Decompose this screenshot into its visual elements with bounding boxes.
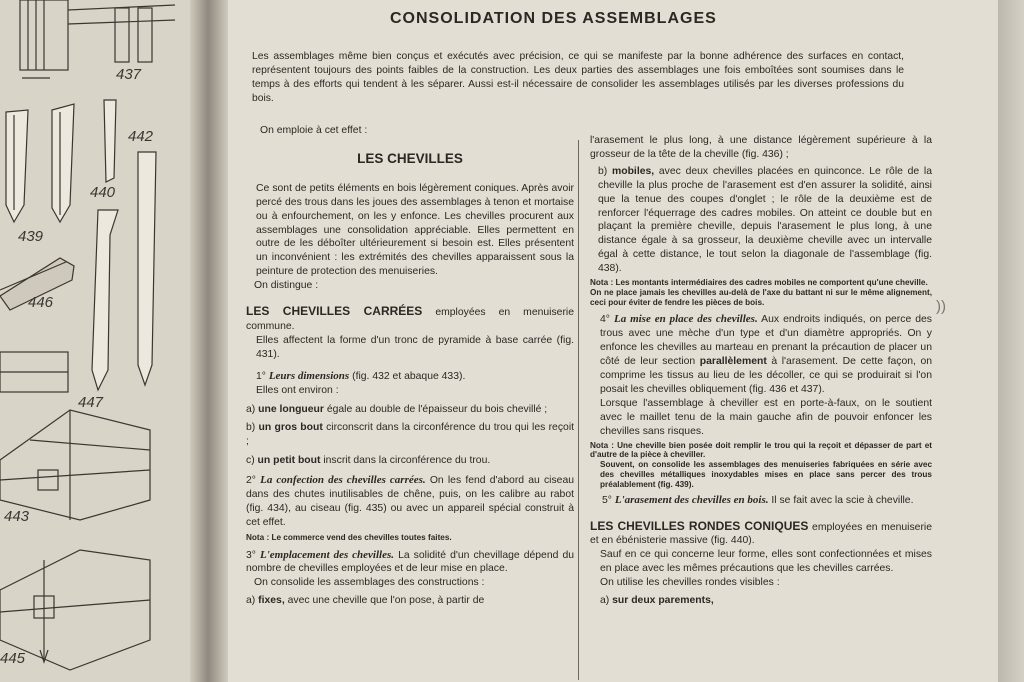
emplacement-paragraph <box>246 549 574 577</box>
fig-label-446: 446 <box>28 294 54 311</box>
book-gutter <box>190 0 230 682</box>
nota-serie: Souvent, on consolide les assemblages des menuiseries fabriquées en série avec des chevilles métalliques inoxydables mises en place sans percer des trous préalablement (fig. 439). <box>600 460 932 489</box>
deux-pre: a) <box>600 595 610 607</box>
sauf-paragraph: Sauf en ce qui concerne leur forme, elles sont confectionnées et mises en place avec les mêmes précautions que les chevilles carrées. <box>600 549 932 575</box>
aras-title: L'arasement des chevilles en bois. <box>614 493 769 506</box>
fig-label-439: 439 <box>18 228 44 245</box>
item-deux-parements <box>590 594 932 608</box>
rondes-paragraph <box>590 520 932 549</box>
mise-paragraph <box>590 313 932 396</box>
carrees-shape: Elles affectent la forme d'un tronc de pyramide à base carrée (fig. 431). <box>256 334 574 360</box>
nota-alignement: On ne place jamais les chevilles au-delà de l'axe du battant ni sur le même alignement, ceci pour éviter de fendre les pièces de bois. <box>590 287 932 307</box>
page-title: CONSOLIDATION DES ASSEMBLAGES <box>390 10 717 27</box>
distingue-text: On distingue : <box>254 280 319 292</box>
item-a <box>246 403 574 417</box>
item-c-bold: un petit bout <box>257 455 321 467</box>
chevilles-paragraph: Ce sont de petits éléments en bois légèrement coniques. Après avoir percé des trous dans les joues des assemblages à tenon et mortaise ou à enfourchement, on les y enfonce. Les chevilles procurent aux assemblages une consolidation appréciable. Elles permettent en outre de les déboîter ultérieurement si besoin est. Elles présentent un inconvénient : les extrémités des chevilles apparaissent sous la peinture de protection des menuiseries. <box>256 182 574 278</box>
rondes-title: LES CHEVILLES RONDES CONIQUES <box>590 518 809 533</box>
right-column <box>590 134 932 608</box>
dimensions-line <box>246 370 574 384</box>
carrees-title: LES CHEVILLES CARRÉES <box>246 304 423 319</box>
conf-rest: On les fend d'abord au ciseau dans des chutes inutilisables de chêne, puis, on les calibre au rabot (fig. 434), au ciseau (fig. 435) ou avec un appareil spécial construit à cet effet. <box>246 475 575 528</box>
item-b <box>246 421 574 449</box>
utilise-text: On utilise les chevilles rondes visibles : <box>600 577 780 589</box>
lorsque-paragraph: Lorsque l'assemblage à cheviller est en porte-à-faux, on le soutient avec le maillet tenu de la main gauche afin de pouvoir enfoncer les chevilles sans risques. <box>600 397 932 437</box>
empl-rest: La solidité d'un chevillage dépend du nombre de chevilles employées et de leur mise en place. <box>246 549 575 575</box>
mise-title: La mise en place des chevilles. <box>613 313 758 326</box>
carrees-paragraph <box>246 305 574 334</box>
fig-label-437: 437 <box>116 66 142 83</box>
item-c-pre: c) <box>246 455 255 467</box>
item-c-rest: inscrit dans la circonférence du trou. <box>323 455 491 467</box>
item-mobiles <box>590 165 932 276</box>
consolide-text: On consolide les assemblages des constructions : <box>254 577 485 589</box>
conf-num: 2° <box>246 475 256 487</box>
left-column <box>246 124 574 608</box>
item-a-pre: a) <box>246 403 256 415</box>
item-fixes <box>246 594 574 608</box>
arasement-continued: l'arasement le plus long, à une distance légèrement supérieure à la grosseur de la tête de la cheville (fig. 436) ; <box>590 135 932 160</box>
rondes-rest: employées en menuiserie et en ébénisterie massive (fig. 440). <box>590 521 933 547</box>
item-a-rest: égale au double de l'épaisseur du bois chevillé ; <box>326 403 548 415</box>
mise-p2: à l'arasement. De cette façon, on comprime les tissus au lieu de les décoller, ce qui se produirait si l'on posait les chevilles obliquement (fig. 436 et 437). <box>600 356 933 395</box>
item-b-pre: b) <box>246 422 256 434</box>
conf-title: La confection des chevilles carrées. <box>260 474 426 487</box>
dim-rest: (fig. 432 et abaque 433). <box>352 370 466 382</box>
aras-rest: Il se fait avec la scie à cheville. <box>771 494 914 506</box>
fig-label-445: 445 <box>0 650 26 667</box>
dim-title: Leurs dimensions <box>268 369 350 382</box>
mob-rest: avec deux chevilles placées en quinconce. Le rôle de la cheville la plus proche de l'arasement est d'en assurer la solidité, ainsi que la tenue des coupes d'onglet ; le rôle de la deuxième est de renforcer l'équerrage des cadres mobiles. On atteint ce double but en plaçant la première cheville, depuis l'arasement le plus long, à une distance égale à sa grosseur, la deuxième cheville avec un intervalle égal à cette distance, le tout selon la diagonale de l'assemblage (fig. 438). <box>598 165 933 275</box>
mob-pre: b) <box>598 165 608 177</box>
arasement-paragraph <box>590 494 932 508</box>
item-b-rest: circonscrit dans la circonférence du trou qui les reçoit ; <box>246 422 575 448</box>
joinery-drawings <box>0 0 196 682</box>
confection-paragraph <box>246 474 574 530</box>
fig-label-442: 442 <box>128 128 154 145</box>
dim-num: 1° <box>256 370 266 382</box>
mob-bold: mobiles, <box>612 165 655 177</box>
carrees-rest: employées en menuiserie commune. <box>246 307 574 332</box>
emploie-text: On emploie à cet effet : <box>260 125 368 136</box>
aras-num: 5° <box>602 494 612 506</box>
item-a-bold: une longueur <box>258 403 324 415</box>
fig-label-440: 440 <box>90 184 116 201</box>
chevilles-heading: LES CHEVILLES <box>357 150 463 166</box>
mise-num: 4° <box>600 314 610 326</box>
fixes-bold: fixes, <box>258 595 285 607</box>
environ-text: Elles ont environ : <box>256 384 339 396</box>
nota-cheville-posee: Nota : Une cheville bien posée doit remplir le trou qui la reçoit et dépasser de part et d'autre de la pièce à cheviller. <box>590 440 932 460</box>
empl-num: 3° <box>246 549 256 561</box>
item-b-bold: un gros bout <box>258 422 323 434</box>
fixes-rest: avec une cheville que l'on pose, à partir de <box>287 595 485 607</box>
mise-p1: Aux endroits indiqués, on perce des trous avec une mèche d'un type et d'un diamètre appropriés. On y enfonce les chevilles au marteau en prenant la précaution de placer un côté de leur section <box>600 314 933 368</box>
nota-montants: Nota : Les montants intermédiaires des cadres mobiles ne comportent qu'une cheville. <box>590 278 928 288</box>
nota-commerce: Nota : Le commerce vend des chevilles toutes faites. <box>246 532 452 542</box>
mise-bold: parallèlement <box>699 356 767 368</box>
deux-bold: sur deux parements, <box>612 595 714 607</box>
column-divider <box>578 140 579 680</box>
intro-paragraph: Les assemblages même bien conçus et exécutés avec précision, ce qui se manifeste par la bonne adhérence des surfaces en contact, représentent toujours des points faibles de la construction. Les deux parties des assemblages une fois emboîtées sont soumises dans le temps à des efforts qui tendent à les séparer. Aussi est-il nécessaire de consolider les assemblages utilisés par les diverses professions du bois. <box>252 51 904 104</box>
item-c <box>246 454 574 468</box>
fig-label-443: 443 <box>4 508 30 525</box>
page-edge <box>998 0 1024 682</box>
left-page-figures <box>0 0 196 682</box>
fixes-pre: a) <box>246 595 256 607</box>
fig-label-447: 447 <box>78 394 104 411</box>
margin-mark: )) <box>936 298 946 315</box>
empl-title: L'emplacement des chevilles. <box>260 548 394 561</box>
